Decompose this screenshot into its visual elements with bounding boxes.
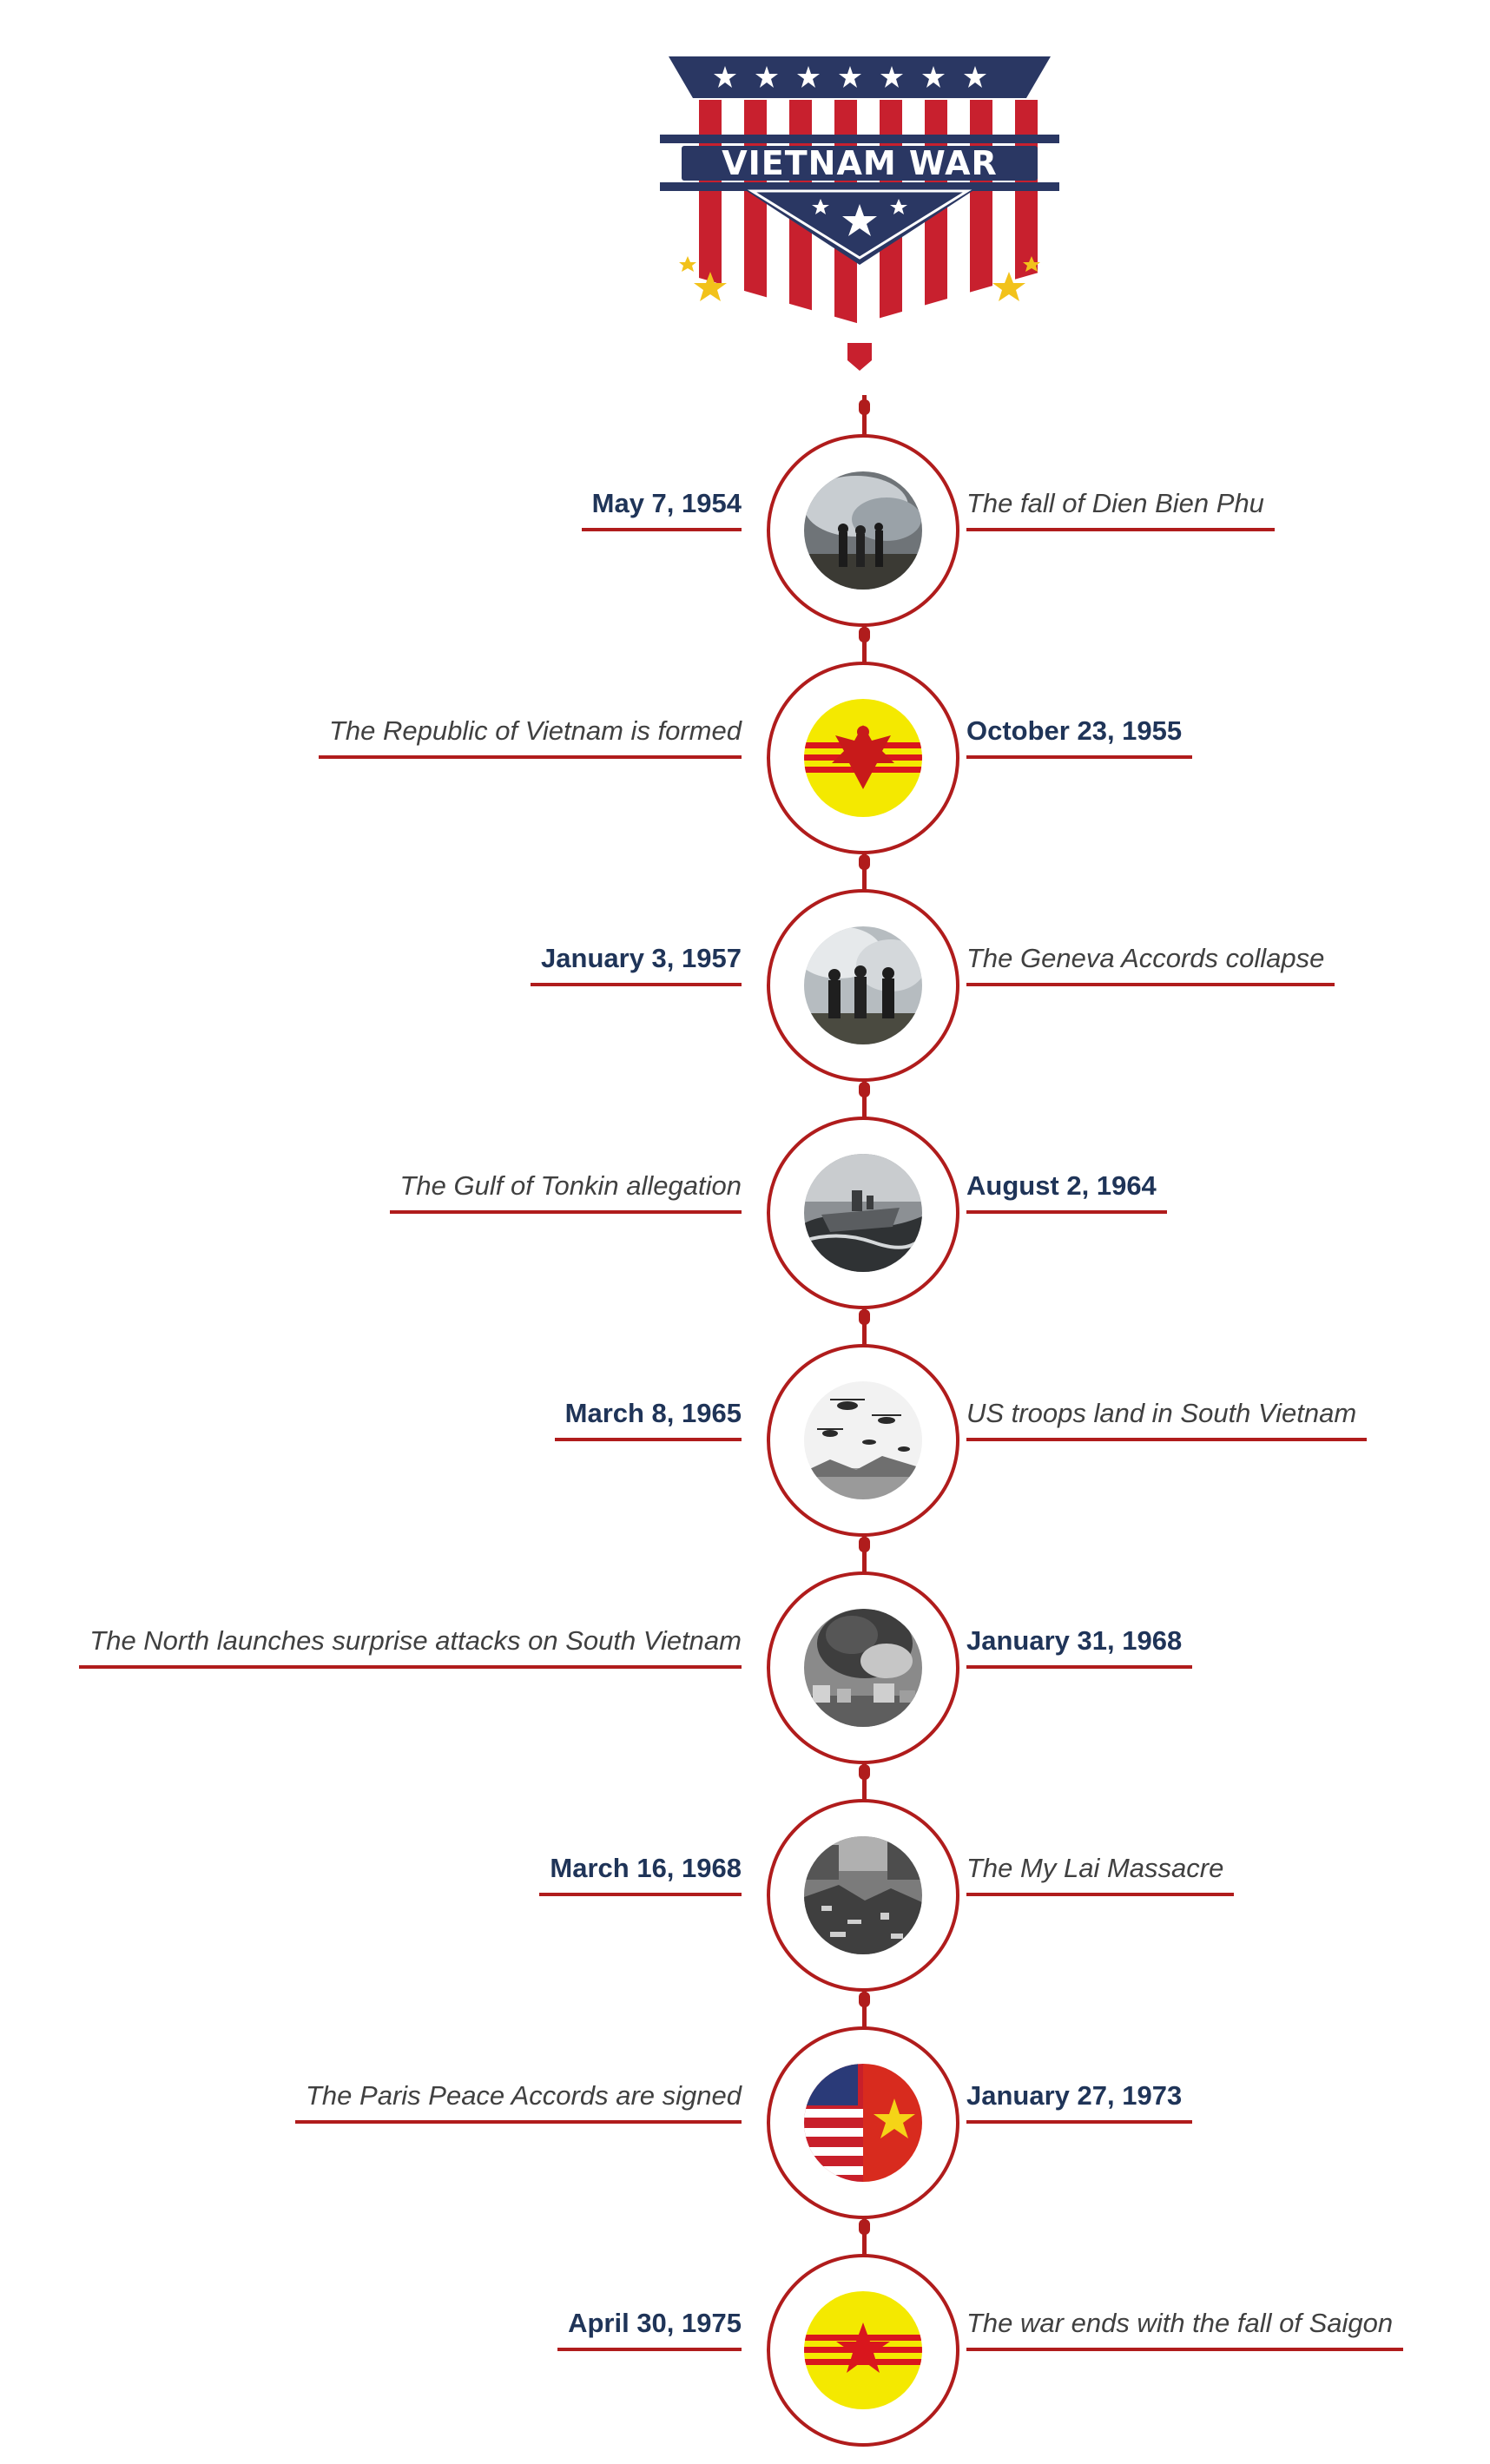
rvn-emblem-icon bbox=[804, 699, 922, 817]
timeline-event bbox=[0, 2254, 1490, 2448]
event-circle bbox=[767, 889, 959, 1082]
event-date: August 2, 1964 bbox=[966, 1170, 1167, 1214]
timeline-event bbox=[0, 2026, 1490, 2221]
star-flag-icon bbox=[804, 2291, 922, 2409]
event-date: April 30, 1975 bbox=[557, 2308, 742, 2351]
event-circle bbox=[767, 1117, 959, 1309]
event-description: US troops land in South Vietnam bbox=[966, 1398, 1367, 1441]
event-circle bbox=[767, 1344, 959, 1537]
smoke-battlefield-photo bbox=[804, 471, 922, 590]
event-description: The North launches surprise attacks on South Vietnam bbox=[79, 1625, 742, 1669]
timeline-event bbox=[0, 1344, 1490, 1538]
event-circle bbox=[767, 1799, 959, 1992]
timeline-event bbox=[0, 1799, 1490, 1993]
event-description: The Republic of Vietnam is formed bbox=[319, 715, 742, 759]
event-description: The Paris Peace Accords are signed bbox=[295, 2080, 742, 2124]
timeline-event bbox=[0, 662, 1490, 856]
helicopters-photo bbox=[804, 1381, 922, 1499]
event-circle bbox=[767, 2026, 959, 2219]
warship-photo bbox=[804, 1154, 922, 1272]
spine-connector bbox=[859, 1764, 870, 1780]
spine-connector bbox=[859, 1992, 870, 2007]
event-circle bbox=[767, 662, 959, 854]
spine-connector bbox=[859, 2219, 870, 2235]
timeline-event bbox=[0, 434, 1490, 629]
event-description: The fall of Dien Bien Phu bbox=[966, 488, 1275, 531]
event-date: January 27, 1973 bbox=[966, 2080, 1192, 2124]
spine-connector bbox=[859, 1309, 870, 1325]
spine-connector bbox=[859, 1537, 870, 1552]
event-date: March 8, 1965 bbox=[555, 1398, 742, 1441]
timeline-event bbox=[0, 1571, 1490, 1766]
spine-connector bbox=[859, 1082, 870, 1097]
smoke-city-photo bbox=[804, 1609, 922, 1727]
spine-connector bbox=[859, 627, 870, 642]
event-description: The Geneva Accords collapse bbox=[966, 943, 1335, 986]
event-description: The war ends with the fall of Saigon bbox=[966, 2308, 1403, 2351]
vietnam-war-logo bbox=[660, 48, 1059, 386]
event-date: January 31, 1968 bbox=[966, 1625, 1192, 1669]
event-date: October 23, 1955 bbox=[966, 715, 1192, 759]
event-circle bbox=[767, 2254, 959, 2447]
logo-title: VIETNAM WAR bbox=[722, 144, 998, 182]
soldiers-photo bbox=[804, 926, 922, 1044]
timeline-event bbox=[0, 889, 1490, 1084]
flags-photo bbox=[804, 2064, 922, 2182]
event-circle bbox=[767, 434, 959, 627]
event-description: The Gulf of Tonkin allegation bbox=[390, 1170, 742, 1214]
event-date: March 16, 1968 bbox=[539, 1853, 742, 1896]
ruins-photo bbox=[804, 1836, 922, 1954]
timeline-event bbox=[0, 1117, 1490, 1311]
event-circle bbox=[767, 1571, 959, 1764]
spine-connector bbox=[859, 854, 870, 870]
spine-connector bbox=[859, 399, 870, 415]
event-description: The My Lai Massacre bbox=[966, 1853, 1234, 1896]
event-date: May 7, 1954 bbox=[582, 488, 742, 531]
event-date: January 3, 1957 bbox=[531, 943, 742, 986]
